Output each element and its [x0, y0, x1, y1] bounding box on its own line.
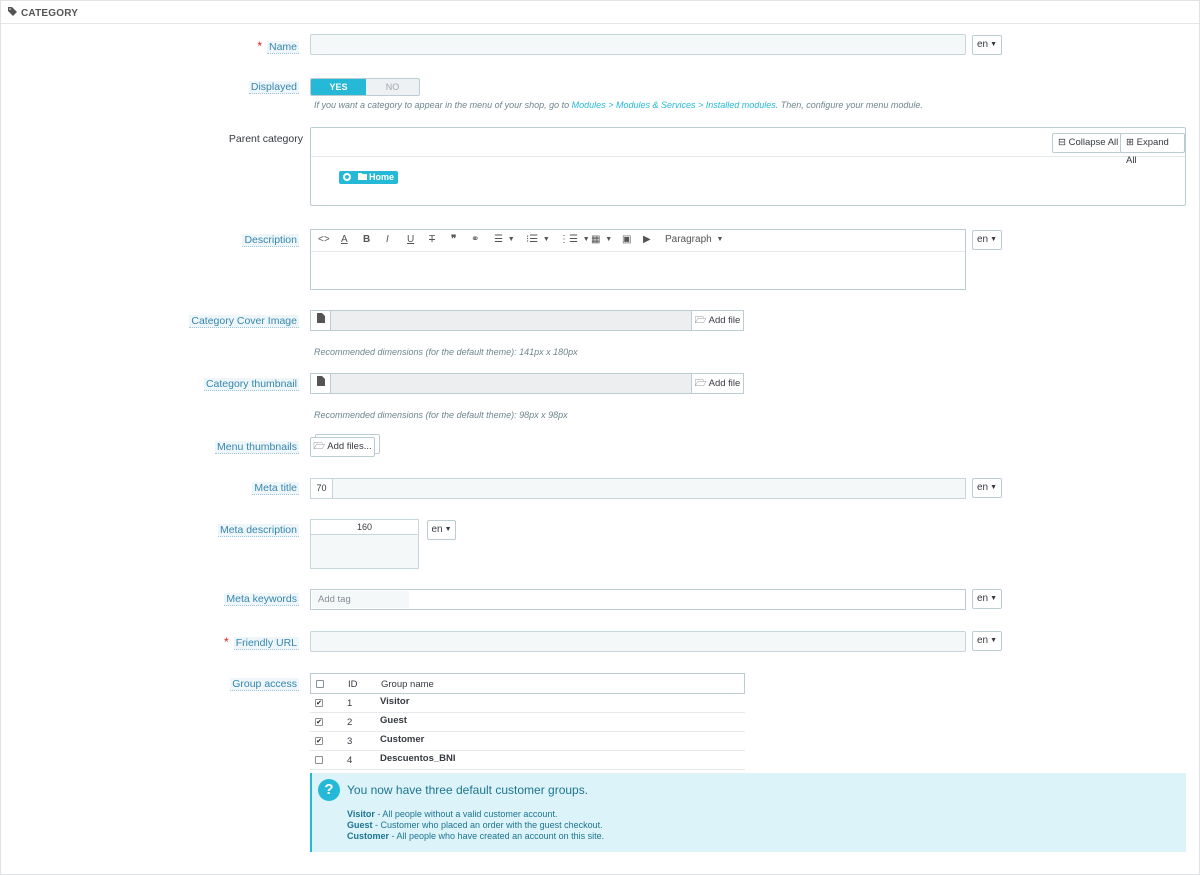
displayed-toggle[interactable] — [310, 78, 420, 96]
meta-description-textarea[interactable] — [310, 535, 419, 569]
panel-title: CATEGORY — [21, 8, 79, 19]
friendly-url-lang-dropdown[interactable]: en ▼ — [972, 631, 1002, 651]
strikethrough-icon[interactable]: T — [429, 234, 436, 245]
parent-category-label: Parent category — [228, 133, 303, 145]
friendly-url-label: * Friendly URL — [224, 635, 297, 649]
thumbnail-upload — [310, 373, 745, 394]
meta-keywords-label: Meta keywords — [226, 593, 297, 605]
group-checkbox[interactable]: ✔ — [316, 738, 322, 745]
table-row: 4 Descuentos_BNI — [310, 751, 745, 770]
description-editor[interactable] — [310, 229, 966, 290]
bullet-list-icon[interactable]: ⁝☰ ▼ — [526, 234, 550, 245]
image-icon[interactable]: ▣ — [622, 234, 632, 245]
meta-description-counter: 160 — [310, 519, 419, 535]
add-files-button[interactable]: 🗁 Add files... — [310, 437, 375, 457]
folder-open-icon: 🗁 — [694, 378, 707, 389]
toggle-yes[interactable]: YES — [311, 79, 366, 95]
bold-icon[interactable]: B — [363, 234, 371, 245]
meta-description-field — [310, 519, 419, 569]
align-icon[interactable]: ☰ ▼ — [494, 234, 515, 245]
meta-title-counter: 70 — [311, 479, 333, 498]
meta-keywords-lang-dropdown[interactable]: en ▼ — [972, 589, 1002, 609]
radio-selected-icon — [343, 173, 351, 181]
tag-icon — [8, 7, 18, 19]
question-circle-icon: ? — [318, 779, 340, 801]
alert-title: You now have three default customer groups. — [347, 783, 589, 797]
column-id: ID — [348, 679, 358, 690]
minus-square-icon: ⊟ — [1058, 137, 1066, 148]
cover-image-upload — [310, 310, 745, 331]
thumbnail-add-button[interactable]: 🗁 Add file — [691, 373, 744, 394]
description-label: Description — [244, 234, 297, 246]
menu-thumbnails-label: Menu thumbnails — [217, 441, 297, 453]
meta-description-lang-dropdown[interactable]: en ▼ — [427, 520, 456, 540]
alert-line-guest: Guest - Customer who placed an order with the guest checkout. — [347, 820, 603, 830]
blockquote-icon[interactable]: ❞ — [451, 234, 457, 245]
table-row: ✔ 1 Visitor — [310, 694, 745, 713]
file-icon — [310, 373, 331, 394]
numbered-list-icon[interactable]: ⋮☰ ▼ — [559, 234, 590, 245]
folder-icon — [355, 172, 369, 182]
plus-square-icon: ⊞ — [1126, 137, 1134, 148]
installed-modules-link[interactable]: Modules > Modules & Services > Installed modules — [571, 100, 776, 110]
group-checkbox[interactable]: ✔ — [316, 719, 322, 726]
panel-header — [1, 1, 1199, 24]
thumbnail-help: Recommended dimensions (for the default theme): 98px x 98px — [314, 410, 568, 420]
text-color-icon[interactable]: A — [341, 234, 348, 245]
editor-toolbar — [311, 230, 965, 252]
cover-image-help: Recommended dimensions (for the default theme): 141px x 180px — [314, 347, 578, 357]
name-label: * Name — [257, 39, 297, 53]
displayed-label: Displayed — [250, 81, 297, 93]
displayed-help: If you want a category to appear in the menu of your shop, go to Modules > Modules & Services > Installed modules. Then, configure your menu module. — [314, 100, 923, 110]
folder-open-icon: 🗁 — [694, 315, 707, 326]
tree-toolbar — [311, 128, 1185, 166]
meta-title-label: Meta title — [254, 482, 297, 494]
toggle-no[interactable]: NO — [385, 82, 400, 92]
collapse-all-button[interactable]: ⊟ Collapse All — [1052, 133, 1124, 153]
group-checkbox[interactable] — [315, 756, 323, 764]
thumbnail-label: Category thumbnail — [205, 378, 297, 390]
tree-node-home[interactable]: Home — [339, 171, 398, 184]
select-all-checkbox[interactable] — [316, 680, 324, 688]
meta-description-label: Meta description — [219, 524, 297, 536]
required-mark: * — [224, 635, 229, 649]
alert-line-visitor: Visitor - All people without a valid customer account. — [347, 809, 558, 819]
table-header — [310, 673, 745, 694]
required-mark: * — [257, 39, 262, 53]
group-checkbox[interactable]: ✔ — [316, 700, 322, 707]
group-access-table — [310, 673, 745, 770]
link-icon[interactable]: ⚭ — [471, 234, 480, 245]
meta-title-lang-dropdown[interactable]: en ▼ — [972, 478, 1002, 498]
description-lang-dropdown[interactable]: en ▼ — [972, 230, 1002, 250]
meta-title-input[interactable] — [310, 478, 966, 499]
column-group-name: Group name — [381, 679, 434, 690]
add-tag-input[interactable]: Add tag — [312, 591, 409, 608]
cover-image-label: Category Cover Image — [191, 315, 297, 327]
format-dropdown[interactable]: Paragraph ▼ — [665, 234, 724, 245]
cover-image-add-button[interactable]: 🗁 Add file — [691, 310, 744, 331]
media-icon[interactable]: ▶ — [643, 234, 651, 245]
underline-icon[interactable]: U — [407, 234, 415, 245]
alert-line-customer: Customer - All people who have created an account on this site. — [347, 831, 605, 841]
table-icon[interactable]: ▦ ▼ — [591, 234, 613, 245]
code-icon[interactable]: <> — [318, 234, 330, 245]
table-row: ✔ 3 Customer — [310, 732, 745, 751]
name-lang-dropdown[interactable]: en ▼ — [972, 35, 1002, 55]
thumbnail-filename — [331, 373, 691, 394]
name-input[interactable] — [310, 34, 966, 55]
file-icon — [310, 310, 331, 331]
meta-keywords-input[interactable] — [310, 589, 966, 610]
category-tree — [310, 127, 1186, 206]
friendly-url-input[interactable] — [310, 631, 966, 652]
group-access-label: Group access — [232, 678, 297, 690]
expand-all-button[interactable]: ⊞ Expand All — [1120, 133, 1185, 153]
folder-open-icon: 🗁 — [313, 441, 326, 452]
group-info-alert — [310, 773, 1186, 852]
italic-icon[interactable]: I — [386, 234, 389, 245]
cover-image-filename — [331, 310, 691, 331]
table-row: ✔ 2 Guest — [310, 713, 745, 732]
